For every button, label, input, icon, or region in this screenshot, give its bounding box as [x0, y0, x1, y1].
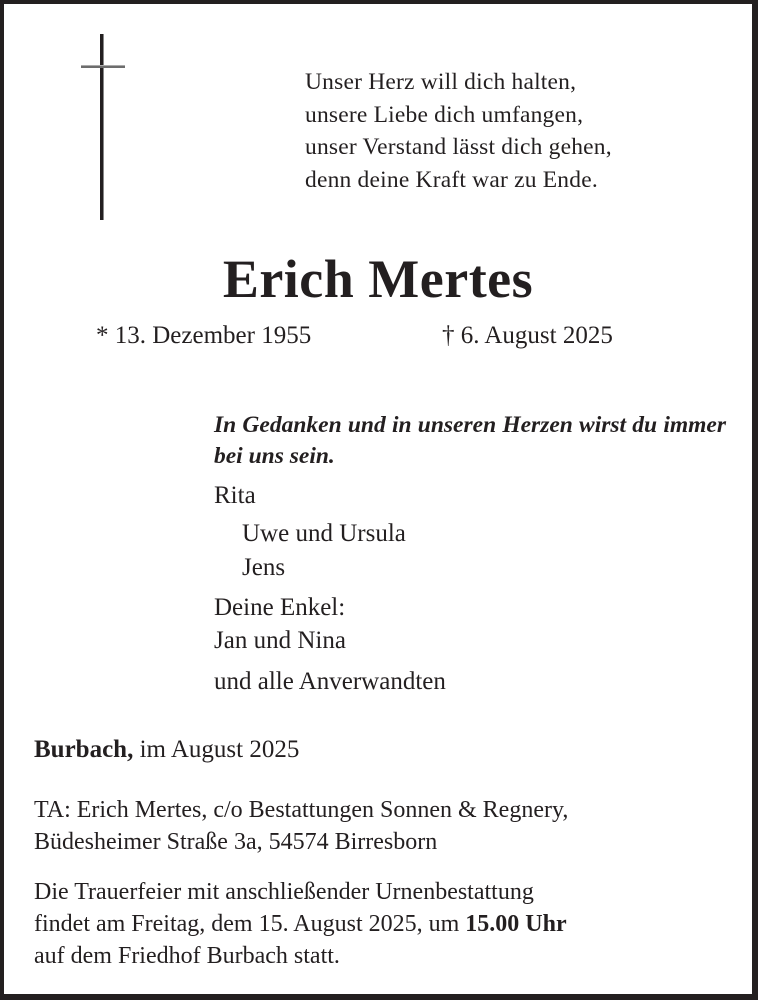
funeral-line [34, 908, 567, 940]
funeral-line: auf dem Friedhof Burbach statt. [34, 943, 340, 969]
condolence-address [34, 794, 568, 858]
poem-line: denn deine Kraft war zu Ende. [305, 166, 598, 193]
cross-horizontal-bar [81, 65, 125, 68]
location-month: im August 2025 [133, 736, 300, 763]
poem [305, 66, 612, 196]
funeral-date: findet am Freitag, dem 15. August 2025, um [34, 911, 466, 937]
mourner-child: Uwe und Ursula [242, 520, 406, 547]
mourner-relatives: und alle Anverwandten [214, 668, 446, 695]
funeral-time: 15.00 Uhr [465, 911, 567, 937]
quote: In Gedanken und in unseren Herzen wirst du immer bei uns sein. [214, 412, 726, 469]
death-date: † 6. August 2025 [442, 322, 613, 349]
address-line: TA: Erich Mertes, c/o Bestattungen Sonnen & Regnery, [34, 797, 569, 823]
cross-vertical-bar [100, 34, 103, 220]
poem-line: unsere Liebe dich umfangen, [305, 101, 584, 128]
location-date [34, 736, 299, 764]
mourner-spouse: Rita [214, 482, 256, 509]
obituary-notice [4, 4, 752, 994]
mourner-grandchildren: Jan und Nina [214, 627, 346, 654]
poem-line: unser Verstand lässt dich gehen, [305, 134, 612, 160]
location-place: Burbach, [34, 736, 134, 763]
birth-date: * 13. Dezember 1955 [96, 322, 312, 349]
address-line: Büdesheimer Straße 3a, 54574 Birresborn [34, 829, 438, 855]
deceased-name: Erich Mertes [222, 249, 534, 309]
grandchildren-label: Deine Enkel: [214, 594, 346, 621]
funeral-line: Die Trauerfeier mit anschließender Urnenbestattung [34, 879, 534, 905]
mourner-child: Jens [242, 554, 286, 581]
funeral-info [34, 876, 567, 972]
poem-line: Unser Herz will dich halten, [305, 69, 577, 95]
